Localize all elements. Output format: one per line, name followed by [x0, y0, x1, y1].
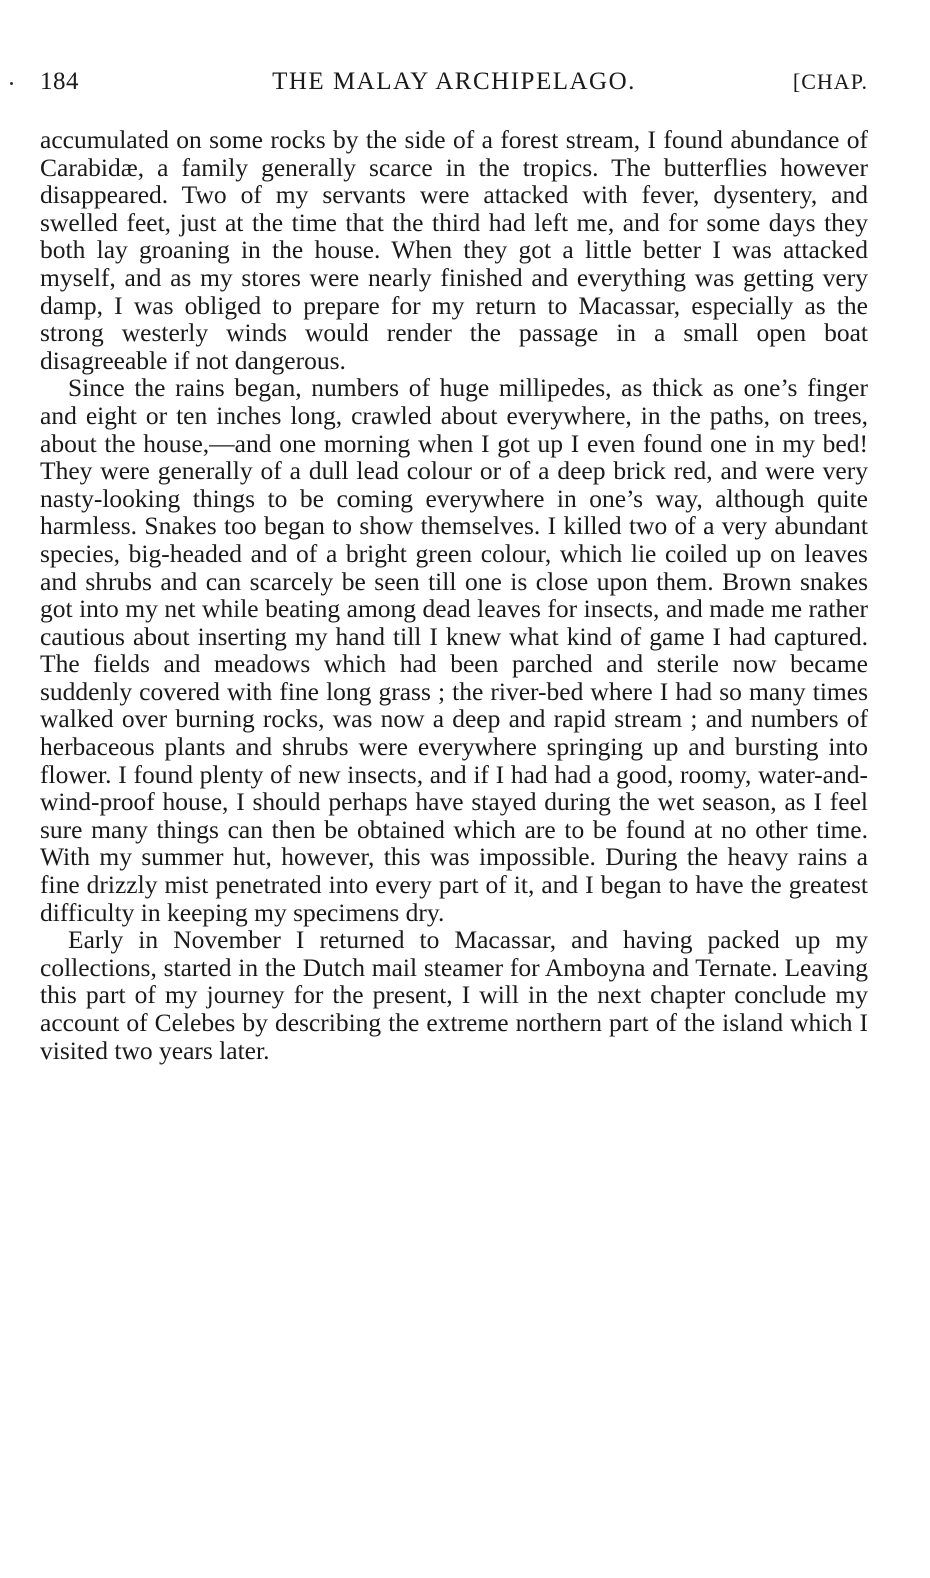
- body-text: [40, 126, 868, 1064]
- paragraph-continued: accumulated on some rocks by the side of a forest stream, I found abundance of Carabidæ, a family generally scarce in the tropics. The butterflies however disappeared. Two of my servants were attacked with fever, dysentery, and swelled feet, just at the time that the third had left me, and for some days they both lay groaning in the house. When they got a little better I was attacked myself, and as my stores were nearly finished and everything was getting very damp, I was obliged to prepare for my return to Macassar, especially as the strong westerly winds would render the passage in a small open boat disagreeable if not dangerous.: [40, 125, 868, 375]
- running-title: THE MALAY ARCHIPELAGO.: [272, 68, 636, 95]
- chapter-mark: [CHAP.: [792, 69, 868, 94]
- margin-speck: [10, 82, 13, 85]
- page-number: 184: [40, 68, 79, 95]
- running-head: [40, 62, 868, 102]
- paragraph-return-to-macassar: Early in November I returned to Macassar, and having packed up my collections, started in the Dutch mail steamer for Amboyna and Ternate. Leaving this part of my journey for the present, I will in the next chapter conclude my account of Celebes by describing the extreme northern part of the island which I visited two years later.: [40, 925, 868, 1065]
- paragraph-millipedes: Since the rains began, numbers of huge millipedes, as thick as one’s finger and eight or ten inches long, crawled about everywhere, in the paths, on trees, about the house,—and one morning when I got up I even found one in my bed! They were generally of a dull lead colour or of a deep brick red, and were very nasty-looking things to be coming everywhere in one’s way, although quite harmless. Snakes too began to show themselves. I killed two of a very abundant species, big-headed and of a bright green colour, which lie coiled up on leaves and shrubs and can scarcely be seen till one is close upon them. Brown snakes got into my net while beating among dead leaves for insects, and made me rather cautious about inserting my hand till I knew what kind of game I had captured. The fields and meadows which had been parched and sterile now became suddenly covered with fine long grass ; the river-bed where I had so many times walked over burning rocks, was now a deep and rapid stream ; and numbers of herbaceous plants and shrubs were everywhere springing up and bursting into flower. I found plenty of new insects, and if I had had a good, roomy, water-and-wind-proof house, I should perhaps have stayed during the wet season, as I feel sure many things can then be obtained which are to be found at no other time. With my summer hut, however, this was impossible. During the heavy rains a fine drizzly mist penetrated into every part of it, and I began to have the greatest difficulty in keeping my specimens dry.: [40, 373, 868, 927]
